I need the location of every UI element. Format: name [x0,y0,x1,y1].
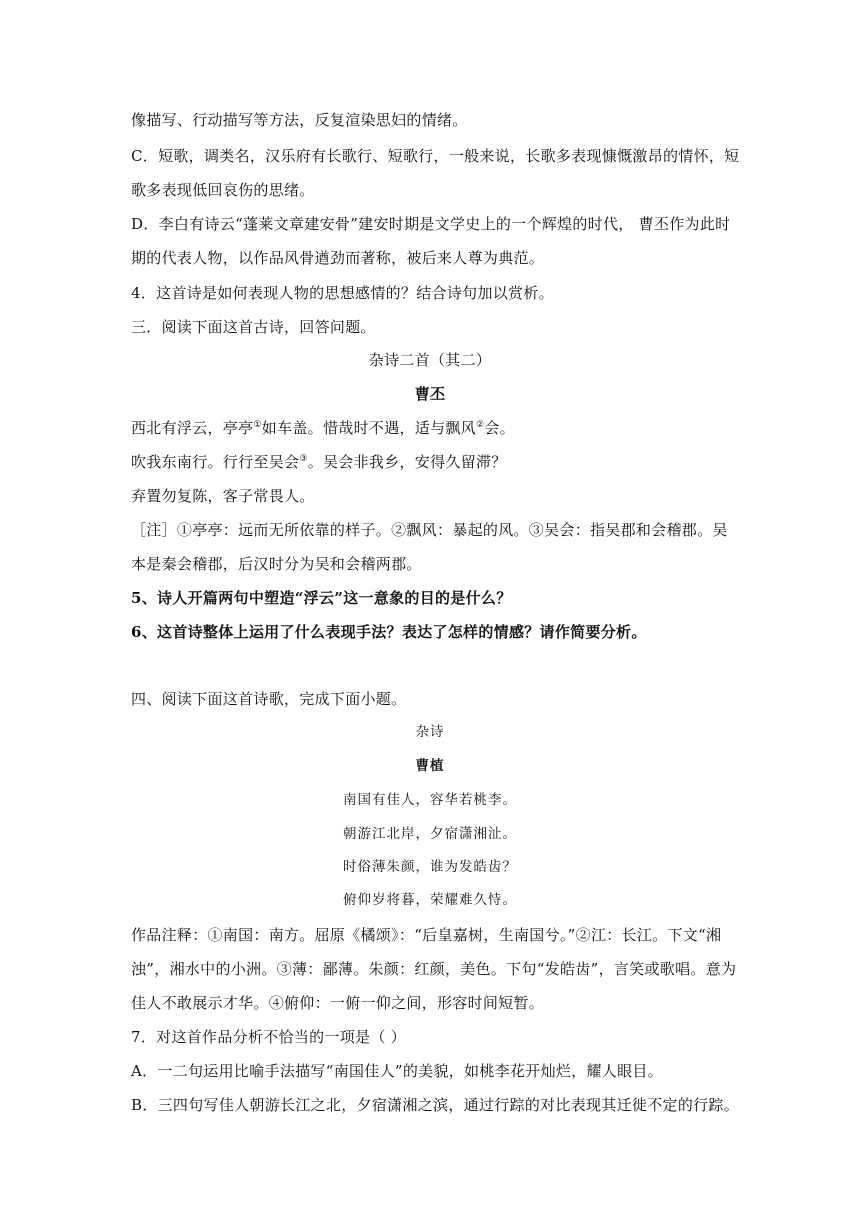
poem-1-line-1-b: 如车盖。惜哉时不遇，适与飘风 [261,419,476,437]
footnote-mark-3: ③ [299,454,308,464]
poem-2-title: 杂诗 [415,724,445,740]
poem-1-note-2: 本是秦会稽郡，后汉时分为吴和会稽两郡。 [131,555,422,573]
footnote-mark-2: ② [475,420,485,430]
poem-2-line-4: 俯仰岁将暮，荣耀难久恃。 [343,892,517,908]
poem-2-line-1: 南国有佳人，容华若桃李。 [343,792,517,808]
poem-2-note-3: 佳人不敢展示才华。④俯仰：一俯一仰之间，形容时间短暂。 [131,994,545,1012]
poem-2-note-1: 作品注释：①南国：南方。屈原《橘颂》：“后皇嘉树，生南国兮。”②江：长江。下文“湘 [131,926,722,944]
option-b-continuation: 像描写、行动描写等方法，反复渲染思妇的情绪。 [131,111,468,129]
poem-1-line-3: 弃置勿复陈，客子常畏人。 [131,487,315,505]
option-c-line-2: 歌多表现低回哀伤的思绪。 [131,181,315,199]
question-6: 6、这首诗整体上运用了什么表现手法？表达了怎样的情感？请作简要分析。 [131,623,647,641]
footnote-mark-1: ① [253,420,262,430]
option-c-line-1: C．短歌，调类名，汉乐府有长歌行、短歌行，一般来说，长歌多表现慷慨激昂的情怀，短 [131,147,740,165]
poem-1-note-1: ［注］①亭亭：远而无所依靠的样子。②飘风：暴起的风。③吴会：指吴郡和会稽郡。吴 [131,521,728,539]
poem-1-author: 曹丕 [414,385,446,403]
poem-2-note-2: 浊”，湘水中的小洲。③薄：鄙薄。朱颜：红颜，美色。下句“发皓齿”，言笑或歌唱。意为 [131,960,737,978]
question-7: 7．对这首作品分析不恰当的一项是（ ） [131,1028,407,1046]
poem-2-line-2: 朝游江北岸，夕宿潇湘沚。 [343,826,517,842]
section-3-heading: 三．阅读下面这首古诗，回答问题。 [131,318,376,336]
poem-1-line-1-a: 西北有浮云，亭亭 [131,419,254,437]
poem-1-line-1-c: 会。 [484,419,515,437]
question-7-option-a: A．一二句运用比喻手法描写“南国佳人”的美貌，如桃李花开灿烂，耀人眼目。 [131,1062,663,1080]
section-4-heading: 四、阅读下面这首诗歌，完成下面小题。 [131,690,407,708]
poem-1-line-2-b: 。吴会非我乡，安得久留滞？ [307,453,507,471]
question-4: 4．这首诗是如何表现人物的思想感情的？结合诗句加以赏析。 [131,284,554,302]
question-5: 5、诗人开篇两句中塑造“浮云”这一意象的目的是什么？ [131,589,512,607]
question-7-option-b: B．三四句写佳人朝游长江之北，夕宿潇湘之滨，通过行踪的对比表现其迁徙不定的行踪。 [131,1096,740,1114]
poem-2-line-3: 时俗薄朱颜，谁为发皓齿？ [343,859,517,875]
poem-1-line-2-a: 吹我东南行。行行至吴会 [131,453,300,471]
option-d-line-1: D．李白有诗云“蓬莱文章建安骨”建安时期是文学史上的一个辉煌的时代， 曹丕作为此时 [131,215,731,233]
poem-1-title: 杂诗二首（其二） [368,351,492,369]
option-d-line-2: 期的代表人物，以作品风骨遒劲而著称，被后来人尊为典范。 [131,249,545,267]
poem-1-line-2 [131,452,731,472]
poem-2-author: 曹植 [415,758,445,774]
poem-1-line-1 [131,418,731,438]
